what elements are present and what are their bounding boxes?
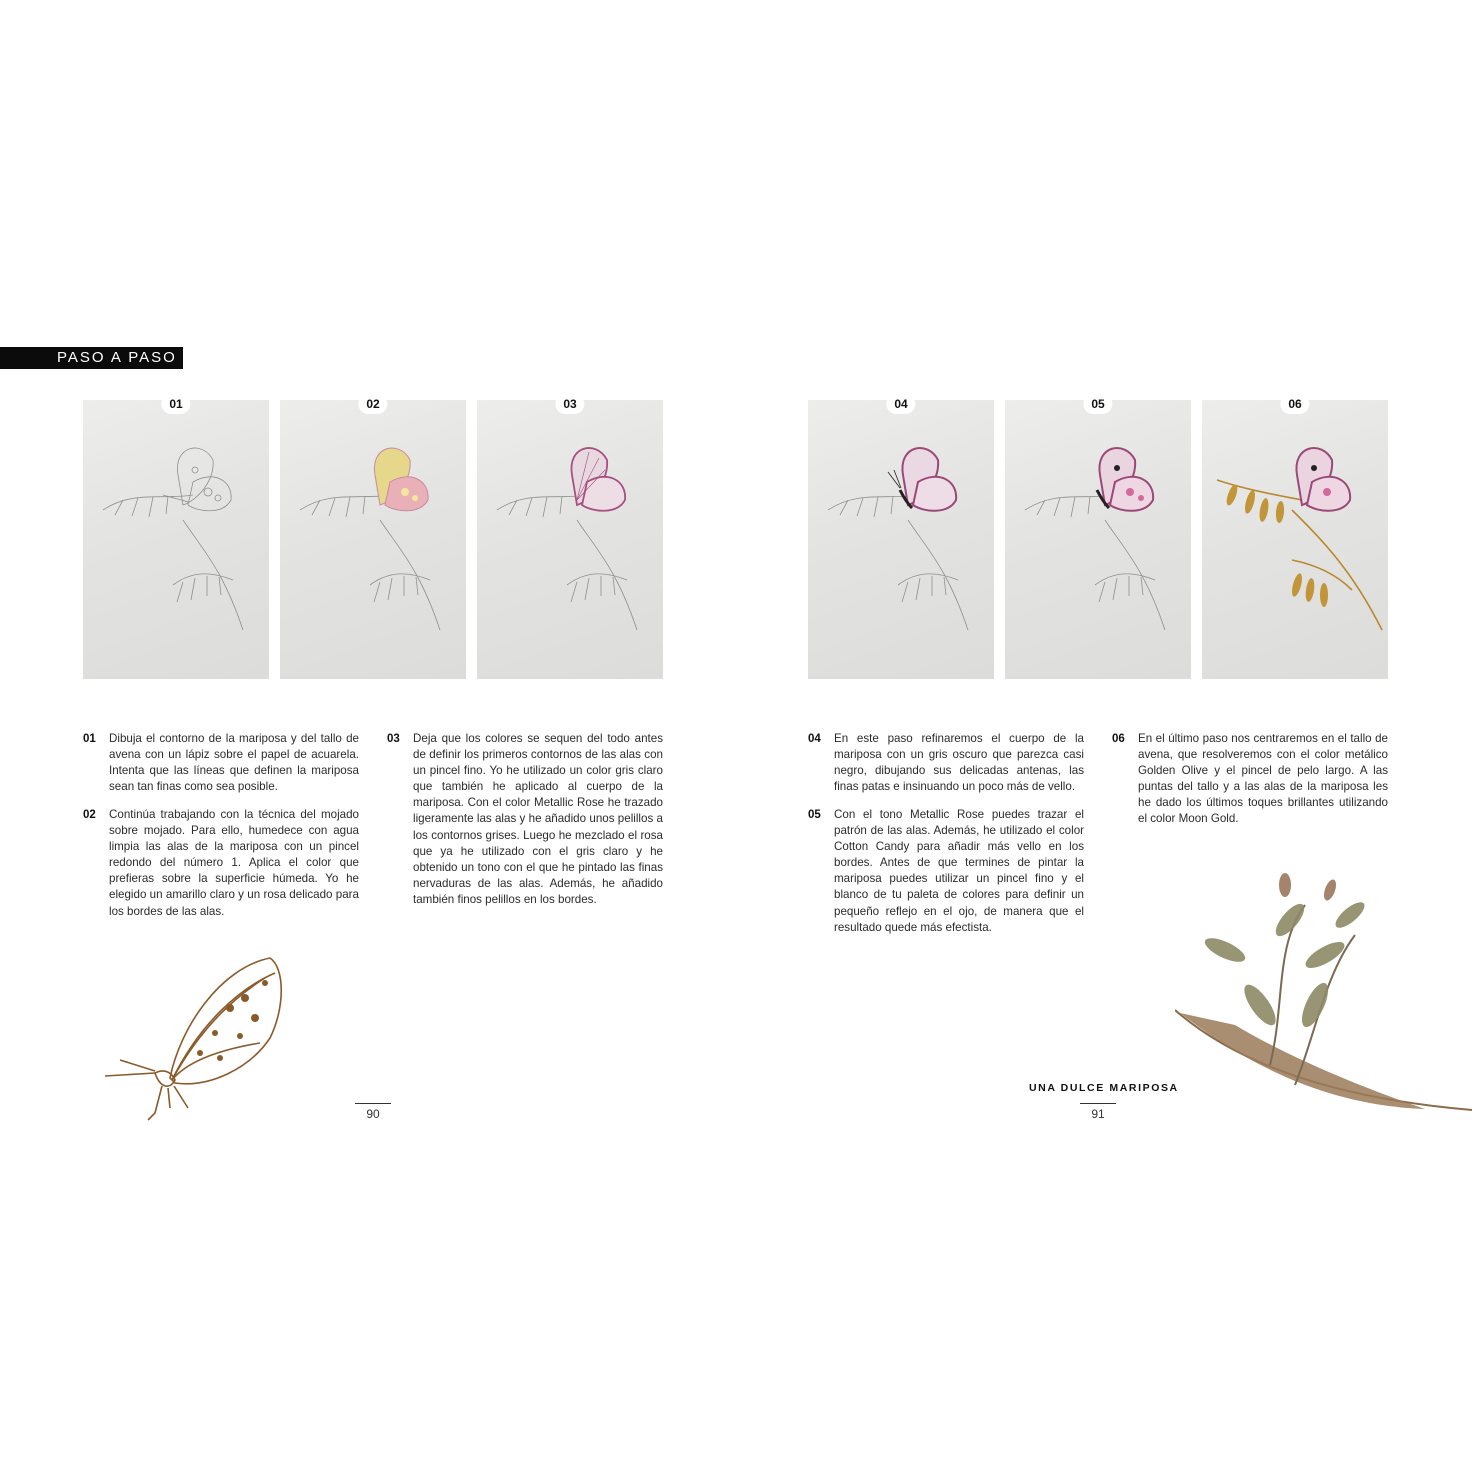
golden-stem-illustration <box>1202 400 1388 679</box>
step-badge: 04 <box>886 394 915 414</box>
patterned-wings-illustration <box>1005 400 1191 679</box>
step-text: Continúa trabajando con la técnica del mojado sobre mojado. Para ello, humedece con agua limpia las alas de la mariposa con un pincel redondo del número 1. Aplica el color que prefieras sobre la superficie húmeda. Yo he elegido un amarillo claro y un rosa delicado para los bordes de las alas. <box>109 808 359 918</box>
step-photo-04 <box>808 397 994 679</box>
step-04 <box>808 731 1084 795</box>
section-tag: PASO A PASO <box>0 347 183 369</box>
step-text: Dibuja el contorno de la mariposa y del tallo de avena con un lápiz sobre el papel de acuarela. Intenta que las líneas que definen la mariposa sean tan finas como sea posible. <box>109 732 359 794</box>
step-number: 04 <box>808 733 821 745</box>
step-06 <box>1112 731 1388 828</box>
page-number-left: 90 <box>355 1103 391 1121</box>
step-number: 02 <box>83 809 96 821</box>
step-02 <box>83 807 359 920</box>
step-photo-03 <box>477 397 663 679</box>
step-photo-01 <box>83 397 269 679</box>
step-badge: 06 <box>1280 394 1309 414</box>
step-01 <box>83 731 359 795</box>
step-03 <box>387 731 663 908</box>
step-number: 01 <box>83 733 96 745</box>
outlined-wings-illustration <box>477 400 663 679</box>
step-photo-02 <box>280 397 466 679</box>
step-badge: 03 <box>555 394 584 414</box>
step-number: 06 <box>1112 733 1125 745</box>
step-number: 05 <box>808 809 821 821</box>
step-badge: 01 <box>161 394 190 414</box>
running-title: UNA DULCE MARIPOSA <box>1029 1082 1179 1094</box>
step-text: Con el tono Metallic Rose puedes trazar el patrón de las alas. Además, he utilizado el color Cotton Candy para añadir más vello en los bordes. Antes de que termines de pintar la mariposa puedes utilizar un pincel fino y el blanco de tu paleta de colores para definir un pequeño reflejo en el ojo, de manera que el resultado quede más efectista. <box>834 808 1084 934</box>
step-text: Deja que los colores se sequen del todo antes de definir los primeros contornos de las alas con un pincel fino. Yo he utilizado un color gris claro que también he aplicado al cuerpo de la mariposa. Con el color Metallic Rose he trazado ligeramente las alas y he añadido unos pelillos a los contornos grises. Luego he mezclado el rosa que ya he utilizado con el gris claro y he obtenido un tono con el que he pintado las finas nervaduras de las alas. Además, he añadido también finos pelillos en los bordes. <box>413 732 663 906</box>
refined-body-illustration <box>808 400 994 679</box>
step-text: En el último paso nos centraremos en el tallo de avena, que resolveremos con el color metálico Golden Olive y el pincel de pelo largo. A las puntas del tallo y a las alas de la mariposa les he dado los últimos toques brillantes utilizando el color Moon Gold. <box>1138 732 1388 826</box>
step-badge: 05 <box>1083 394 1112 414</box>
step-05 <box>808 807 1084 936</box>
step-photo-05 <box>1005 397 1191 679</box>
step-photo-06 <box>1202 397 1388 679</box>
olive-branch-decoration <box>1175 855 1472 1117</box>
step-text: En este paso refinaremos el cuerpo de la mariposa con un gris oscuro que parezca casi negro, dibujando sus delicadas antenas, las finas patas e insinuando un poco más de vello. <box>834 732 1084 794</box>
step-badge: 02 <box>358 394 387 414</box>
step-number: 03 <box>387 733 400 745</box>
page-number-right: 91 <box>1080 1103 1116 1121</box>
colored-wings-illustration <box>280 400 466 679</box>
pencil-sketch-illustration <box>83 400 269 679</box>
bronze-butterfly-decoration <box>100 948 290 1123</box>
